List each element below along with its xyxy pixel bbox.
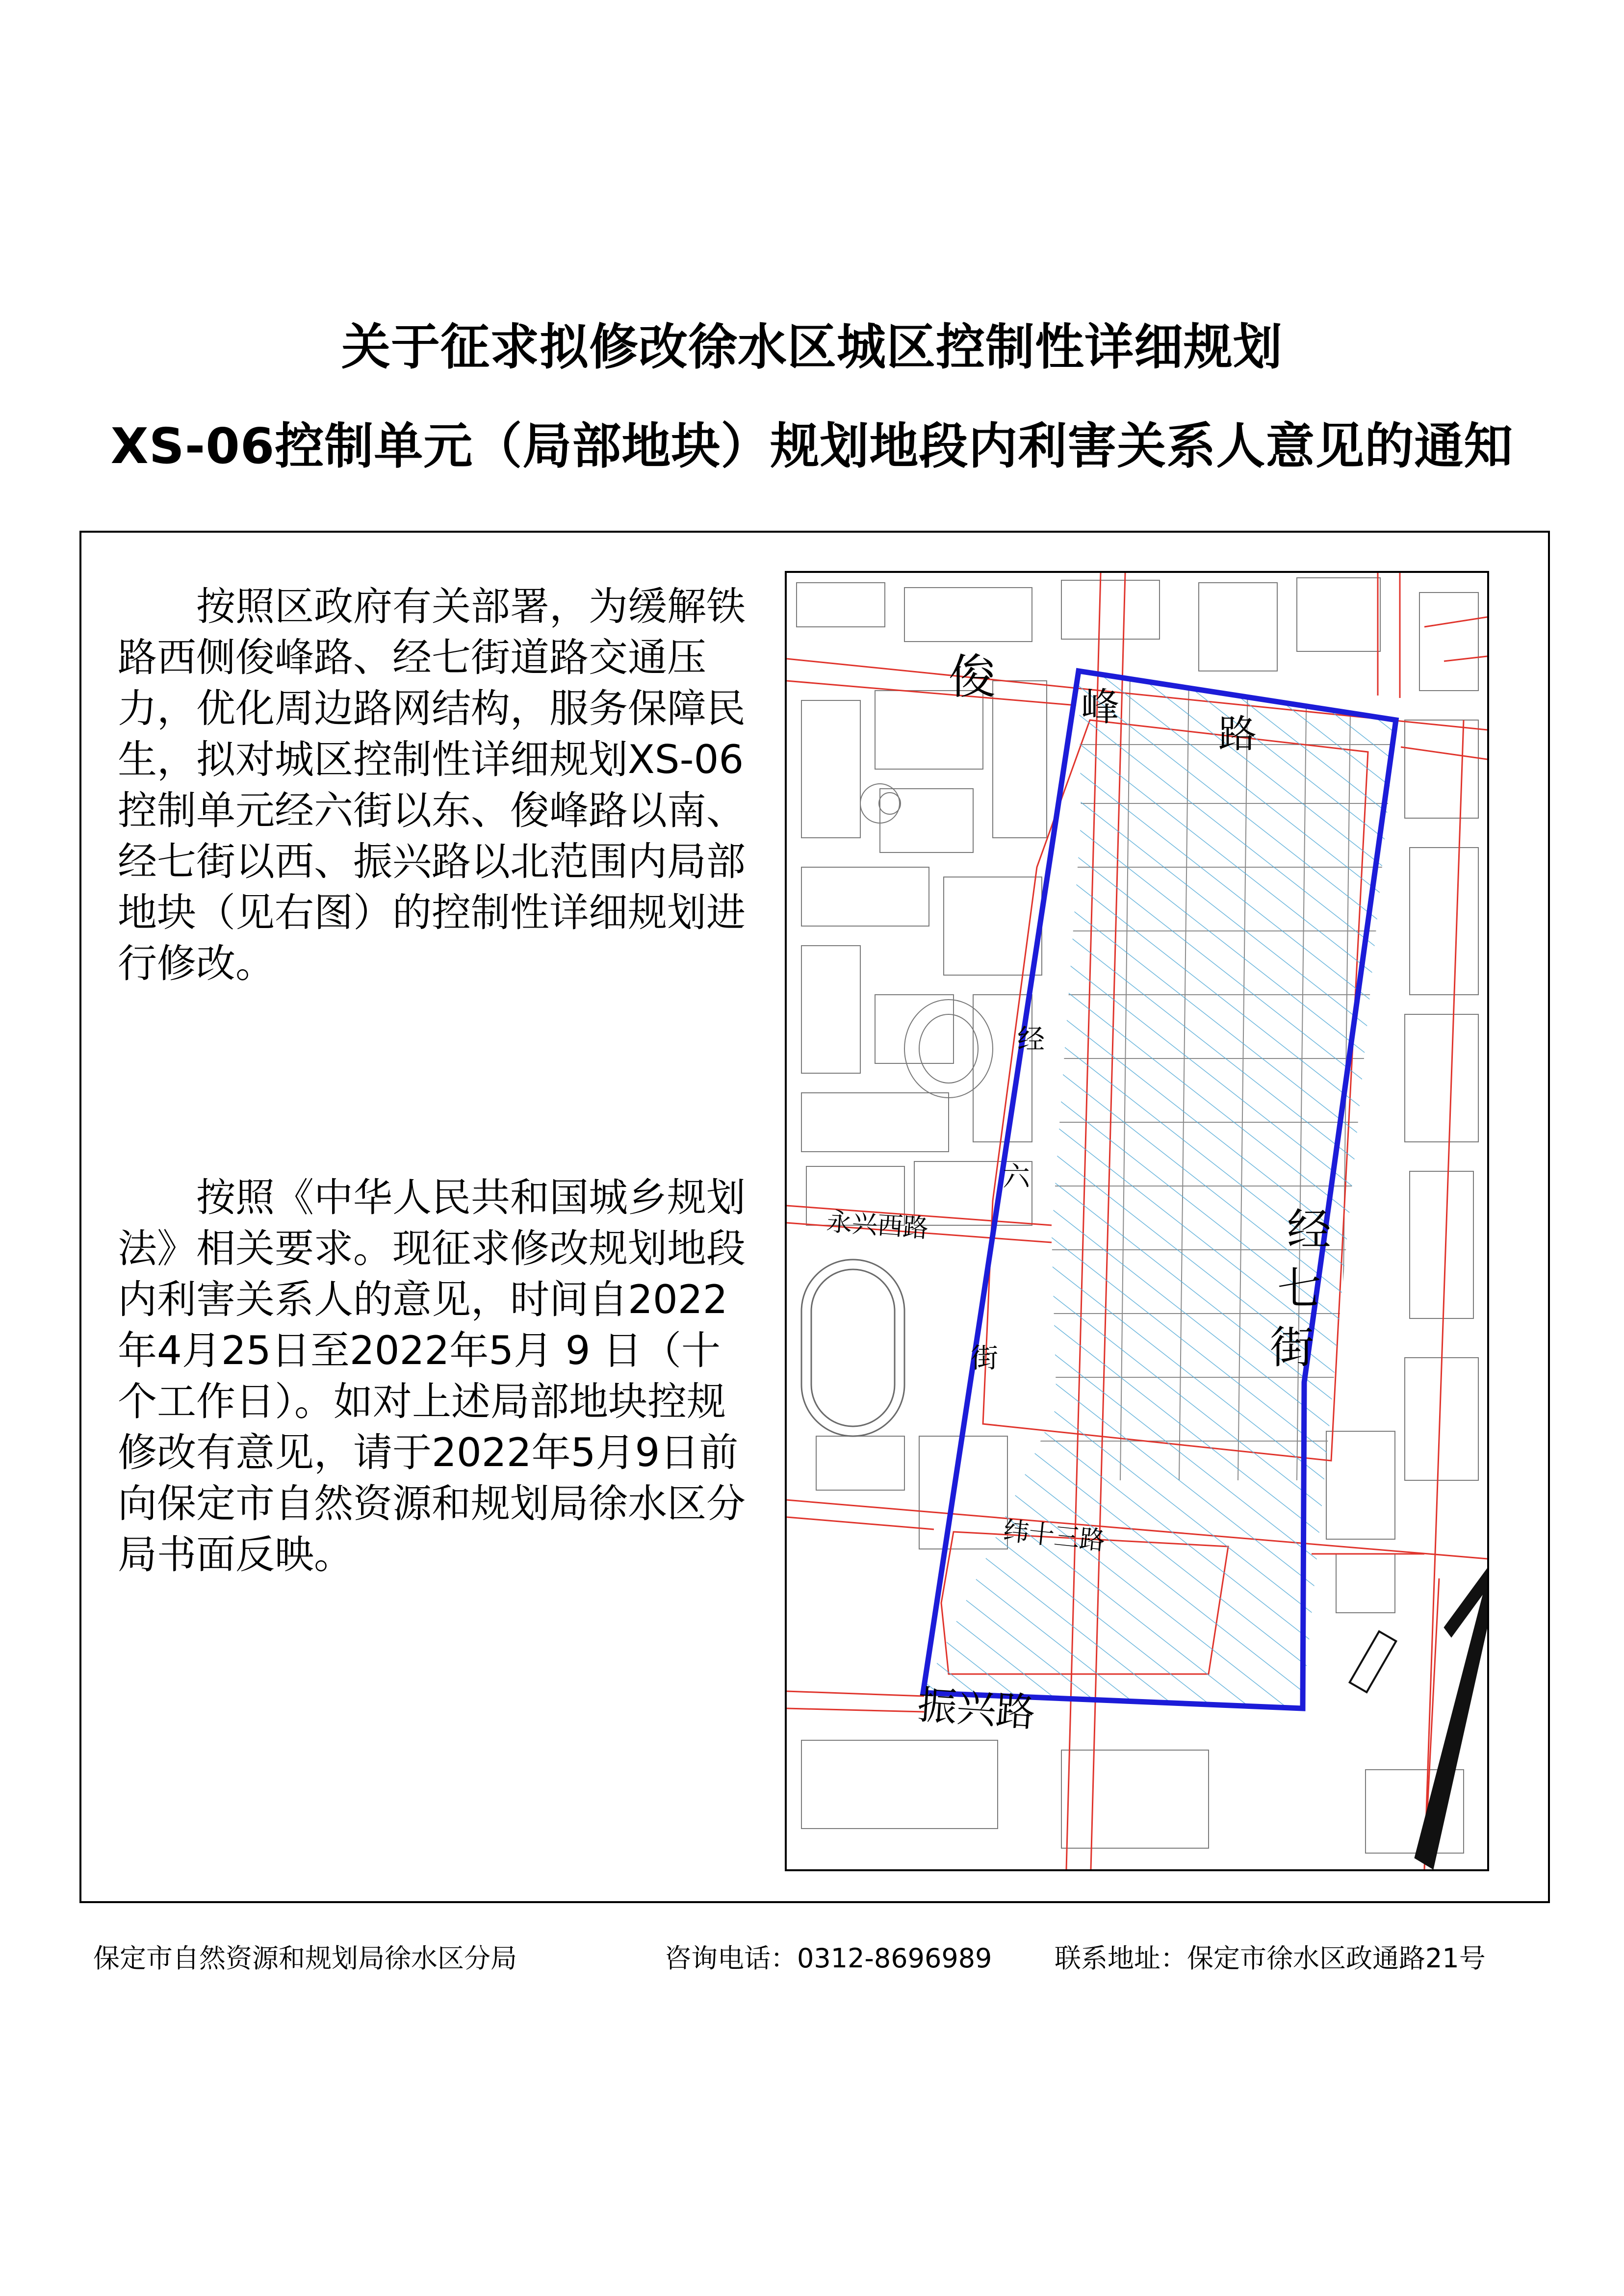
running-track bbox=[801, 1260, 904, 1436]
label-wei13: 纬十三路 bbox=[1002, 1516, 1107, 1556]
footer-address: 联系地址：保定市徐水区政通路21号 bbox=[1055, 1943, 1486, 1974]
label-jun: 俊 bbox=[949, 649, 996, 704]
title-line-2: XS-06控制单元（局部地块）规划地段内利害关系人意见的通知 bbox=[110, 417, 1514, 475]
label-lu: 路 bbox=[1218, 712, 1257, 756]
body-paragraph-2 bbox=[118, 1172, 755, 1580]
planning-map bbox=[785, 571, 1489, 1871]
railway bbox=[1350, 1569, 1487, 1869]
label-feng: 峰 bbox=[1081, 685, 1120, 729]
label-yongxing: 永兴西路 bbox=[825, 1207, 929, 1244]
paragraph-2-text: 按照《中华人民共和国城乡规划法》相关要求。现征求修改规划地段内利害关系人的意见，时间自2022年4月25日至2022年5月 9 日（十个工作日）。如对上述局部地块控规修改有意见，请于2022年5月9日前向保定市自然资源和规划局徐水区分局书面反映。 bbox=[118, 1175, 746, 1577]
label-jing7-2: 七 bbox=[1277, 1263, 1321, 1315]
paragraph-1-text: 按照区政府有关部署，为缓解铁路西侧俊峰路、经七街道路交通压力，优化周边路网结构，服务保障民生，拟对城区控制性详细规划XS-06控制单元经六街以东、俊峰路以南、经七街以西、振兴路以北范围内局部地块（见右图）的控制性详细规划进行修改。 bbox=[118, 584, 746, 986]
title-line-1: 关于征求拟修改徐水区城区控制性详细规划 bbox=[341, 318, 1283, 376]
map-svg bbox=[787, 573, 1487, 1869]
footer-organization: 保定市自然资源和规划局徐水区分局 bbox=[93, 1943, 517, 1974]
label-jing6-3: 街 bbox=[971, 1342, 998, 1374]
label-jing7-3: 街 bbox=[1270, 1322, 1314, 1373]
body-paragraph-1 bbox=[118, 581, 755, 989]
label-jing6-1: 经 bbox=[1017, 1024, 1045, 1056]
label-jing7-1: 经 bbox=[1287, 1204, 1331, 1256]
label-jing6-2: 六 bbox=[1003, 1161, 1030, 1193]
label-zhenxing: 振兴路 bbox=[916, 1682, 1037, 1736]
footer-phone: 咨询电话：0312-8696989 bbox=[665, 1943, 992, 1974]
